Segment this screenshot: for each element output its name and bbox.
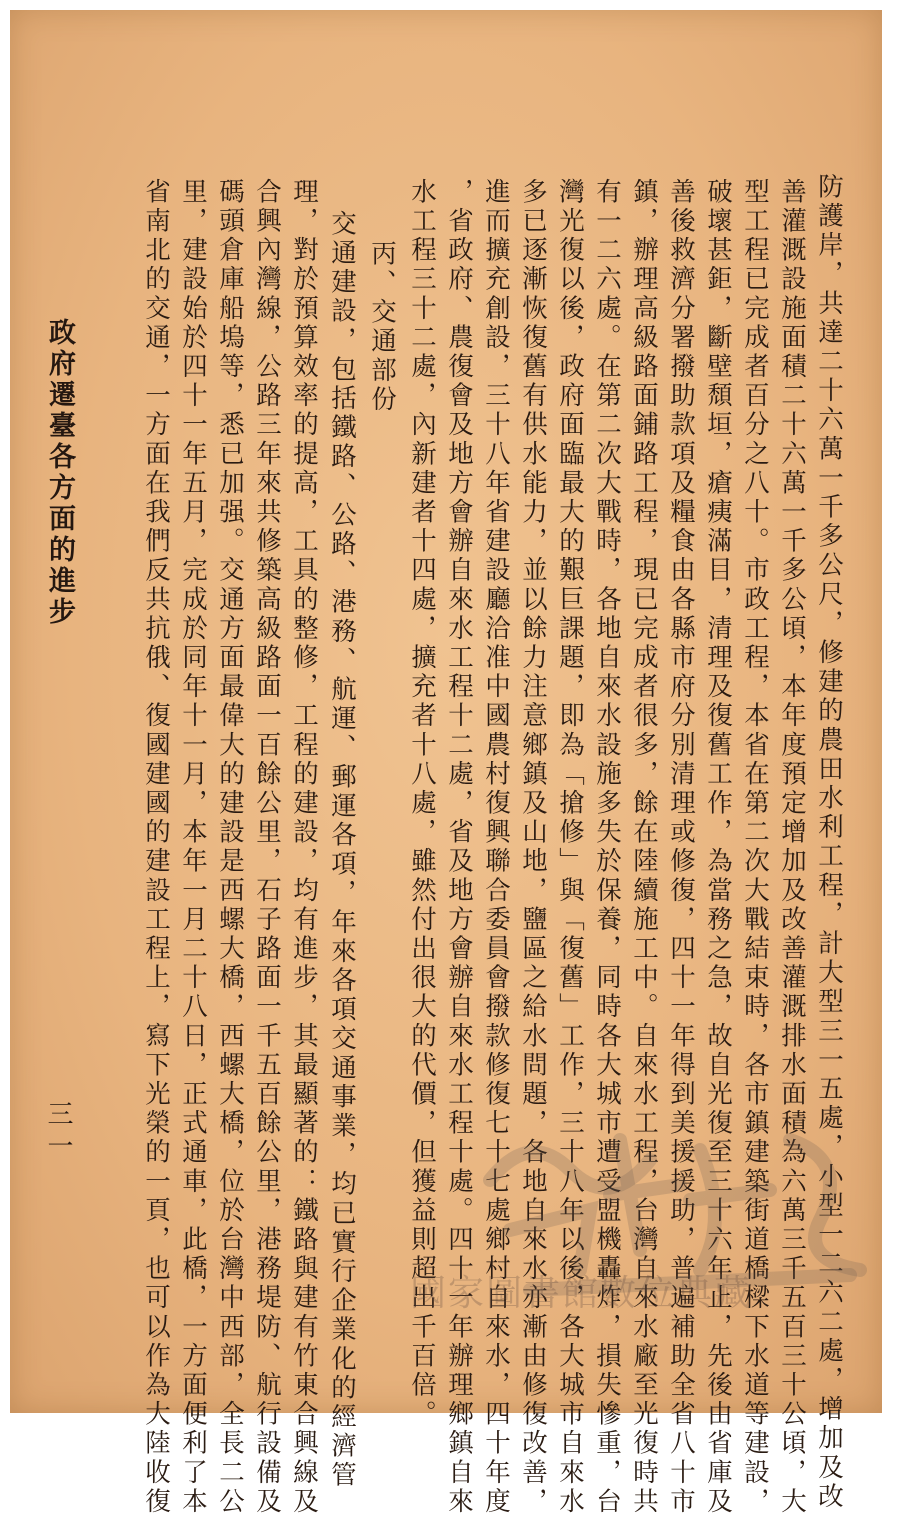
- text-column: 灣光復以後，政府面臨最大的艱巨課題，即為「搶修」與「復舊」工作，三十八年以後，各大城市自來水: [555, 178, 585, 1517]
- text-column: 省南北的交通，一方面在我們反共抗俄、復國建國的建設工程上，寫下光榮的一頁，也可以作為大陸收復: [141, 178, 171, 1517]
- watermark-text: 國家圖書館數位典藏: [410, 1273, 753, 1314]
- page-number: 三一: [43, 1100, 73, 1164]
- text-column: 善灌溉設施面積二十六萬一千多公頃，本年度預定增加及改善灌溉排水面積為六萬三千五百三十公頃，大: [777, 178, 807, 1517]
- text-column: 合興內灣線，公路三年來共修築高級路面一百餘公里，石子路面一千五百餘公里，港務堤防、航行設備及: [252, 178, 282, 1517]
- text-column: 鎮，辦理高級路面鋪路工程，現已完成者很多，餘在陸續施工中。自來水工程，台灣自來水廠至光復時共: [629, 178, 659, 1517]
- text-column: 多已逐漸恢復舊有供水能力，並以餘力注意鄉鎮及山地，鹽區之給水問題，各地自來水亦漸由修復改善，: [518, 178, 548, 1517]
- text-column: 防護岸，共達二十六萬一千多公尺，修建的農田水利工程，計大型三一五處，小型一二六二處，增加及改: [814, 173, 844, 1512]
- text-column: ，省政府、農復會及地方會辦自來水工程十二處，省及地方會辦自來水工程十處。四十一年辦理鄉鎮自來: [444, 178, 474, 1517]
- text-column: 有一二六處。在第二次大戰時，各地自來水設施多失於保養，同時各大城市遭受盟機轟炸，損失慘重，台: [592, 178, 622, 1517]
- text-column: 破壞甚鉅，斷壁頹垣，瘡痍滿目，清理及復舊工作，為當務之急，故自光復至三十六年止，先後由省庫及: [703, 178, 733, 1517]
- text-column: 水工程三十二處，內新建者十四處，擴充者十八處，雖然付出很大的代價，但獲益則超出千百倍。: [407, 178, 437, 1430]
- text-column: 型工程已完成者百分之八十。市政工程，本省在第二次大戰結束時，各市鎮建築街道橋樑下水道等建設，: [740, 178, 770, 1517]
- text-column: 交通建設，包括鐵路、公路、港務、航運、郵運各項，年來各項交通事業，均已實行企業化的經濟管: [327, 210, 357, 1491]
- section-heading: 丙、交通部份: [367, 240, 397, 415]
- text-column: 里，建設始於四十一年五月，完成於同年十一月，本年一月二十八日，正式通車，此橋，一方面便利了本: [178, 178, 208, 1517]
- text-column: 進而擴充創設，三十八年省建設廳洽准中國農村復興聯合委員會撥款修復七十七處鄉村自來水，四十年度: [481, 178, 511, 1517]
- text-column: 理，對於預算效率的提高，工具的整修，工程的建設，均有進步，其最顯著的：鐵路與建有竹東合興線及: [289, 178, 319, 1517]
- book-page: [10, 10, 882, 1517]
- text-column: 碼頭倉庫船塢等，悉已加强。交通方面最偉大的建設是西螺大橋，西螺大橋，位於台灣中西部，全長二公: [215, 178, 245, 1517]
- text-column: 善後救濟分署撥助款項及糧食由各縣市府分別清理或修復，四十一年得到美援援助，普遍補助全省八十市: [666, 178, 696, 1517]
- running-header: 政府遷臺各方面的進步: [44, 318, 75, 628]
